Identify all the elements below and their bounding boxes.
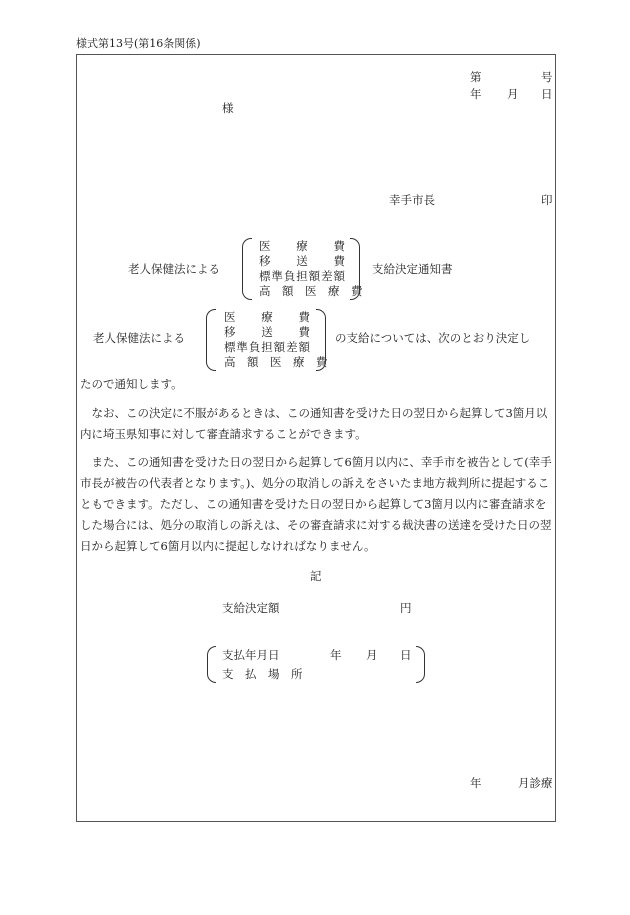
intro-suffix: の支給については、次のとおり決定し — [335, 331, 531, 345]
payment-place-label: 支 払 場 所 — [222, 667, 303, 681]
lawsuit-text: また、この通知書を受けた日の翌日から起算して6箇月以内に、幸手市を被告として(幸手市長が被告の代表者となります。)、処分の取消しの訴えをさいたま地方裁判所に提起することもできます。ただし、この通知書を受けた日の翌日から起算して3箇月以内に審査請求をした場合には、処分の取消しの訴えは、その審査請求に対する裁決書の送達を受けた日の翌日から起算して6箇月以内に提起しなければなりません。 — [80, 455, 552, 553]
intro-prefix: 老人保健法による — [93, 331, 185, 345]
title-suffix: 支給決定通知書 — [372, 262, 453, 276]
payment-year: 年 — [330, 648, 342, 662]
title-prefix: 老人保健法による — [128, 262, 220, 276]
date-year: 年 — [470, 87, 482, 101]
payment-day: 日 — [400, 648, 412, 662]
footer-month-clinic: 月診療 — [518, 776, 553, 790]
intro-item: 医 療 費 — [224, 310, 310, 324]
intro-item: 高 額 医 療 費 — [224, 355, 328, 369]
payment-brace-left — [207, 646, 216, 683]
title-brace-right — [350, 238, 360, 300]
intro-item: 標準負担額差額 — [224, 340, 310, 354]
title-item: 医 療 費 — [259, 239, 345, 253]
intro-item: 移 送 費 — [224, 325, 310, 339]
date-month: 月 — [507, 87, 519, 101]
appeal-text: なお、この決定に不服があるときは、この通知書を受けた日の翌日から起算して3箇月以内に埼玉県知事に対して審査請求することができます。 — [80, 406, 548, 441]
number-suffix: 号 — [541, 70, 553, 84]
title-item: 高 額 医 療 費 — [259, 284, 363, 298]
form-label: 様式第13号(第16条関係) — [76, 37, 201, 50]
payment-month: 月 — [366, 648, 378, 662]
title-brace-left — [242, 238, 252, 300]
number-prefix: 第 — [470, 70, 482, 84]
intro-continuation: たので通知します。 — [80, 377, 183, 391]
title-item: 移 送 費 — [259, 254, 345, 268]
amount-label: 支給決定額 — [222, 601, 280, 615]
amount-unit: 円 — [400, 601, 412, 615]
seal-mark: 印 — [541, 193, 553, 207]
record-heading: 記 — [310, 569, 322, 583]
title-item: 標準負担額差額 — [259, 269, 345, 283]
appeal-paragraph — [80, 403, 554, 445]
intro-brace-right — [316, 309, 326, 371]
payment-date-label: 支払年月日 — [222, 648, 280, 662]
date-day: 日 — [541, 87, 553, 101]
footer-year: 年 — [470, 776, 482, 790]
addressee-suffix: 様 — [222, 101, 234, 115]
lawsuit-paragraph — [80, 452, 554, 557]
payment-brace-right — [416, 646, 425, 683]
issuer-name: 幸手市長 — [389, 193, 435, 207]
intro-brace-left — [206, 309, 216, 371]
